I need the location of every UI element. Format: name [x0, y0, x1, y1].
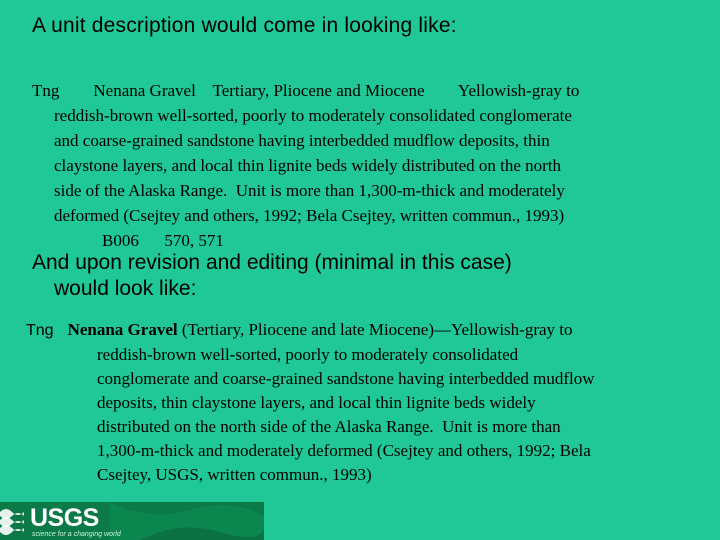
- revised-line: deposits, thin claystone layers, and local thin lignite beds widely: [97, 393, 536, 412]
- example-line: Tng Nenana Gravel Tertiary, Pliocene and Miocene Yellowish-gray to: [32, 81, 580, 100]
- revised-first-line: [26, 318, 706, 343]
- heading-revision: [32, 250, 672, 302]
- unit-name: Nenana Gravel: [67, 320, 178, 339]
- revised-line: distributed on the north side of the Alaska Range. Unit is more than: [97, 417, 561, 436]
- revised-line: reddish-brown well-sorted, poorly to moderately consolidated: [97, 345, 519, 364]
- example-line: and coarse-grained sandstone having interbedded mudflow deposits, thin: [54, 131, 550, 150]
- revised-line: conglomerate and coarse-grained sandstone having interbedded mudflow: [97, 369, 595, 388]
- example-line: deformed (Csejtey and others, 1992; Bela Csejtey, written commun., 1993): [54, 206, 565, 225]
- usgs-logo-text: USGS: [30, 504, 99, 532]
- example-reference-code: B006 570, 571: [102, 231, 224, 250]
- usgs-logo-tagline: science for a changing world: [32, 531, 121, 538]
- example-original-description: [32, 78, 702, 253]
- unit-age-description: (Tertiary, Pliocene and late Miocene)—Yellowish-gray to: [177, 320, 573, 339]
- example-line: claystone layers, and local thin lignite beds widely distributed on the north: [54, 156, 562, 175]
- heading-line: And upon revision and editing (minimal in this case): [32, 251, 512, 274]
- usgs-logo: [0, 502, 264, 540]
- example-line: reddish-brown well-sorted, poorly to moderately consolidated conglomerate: [54, 106, 572, 125]
- revised-line: Csejtey, USGS, written commun., 1993): [97, 465, 372, 484]
- example-revised-description: [26, 318, 706, 487]
- unit-code: Tng: [26, 322, 54, 339]
- example-line: side of the Alaska Range. Unit is more than 1,300-m-thick and moderately: [54, 181, 565, 200]
- revised-line: 1,300-m-thick and moderately deformed (Csejtey and others, 1992; Bela: [97, 441, 591, 460]
- heading-unit-description: A unit description would come in looking like:: [32, 14, 457, 37]
- heading-line: would look like:: [54, 277, 197, 300]
